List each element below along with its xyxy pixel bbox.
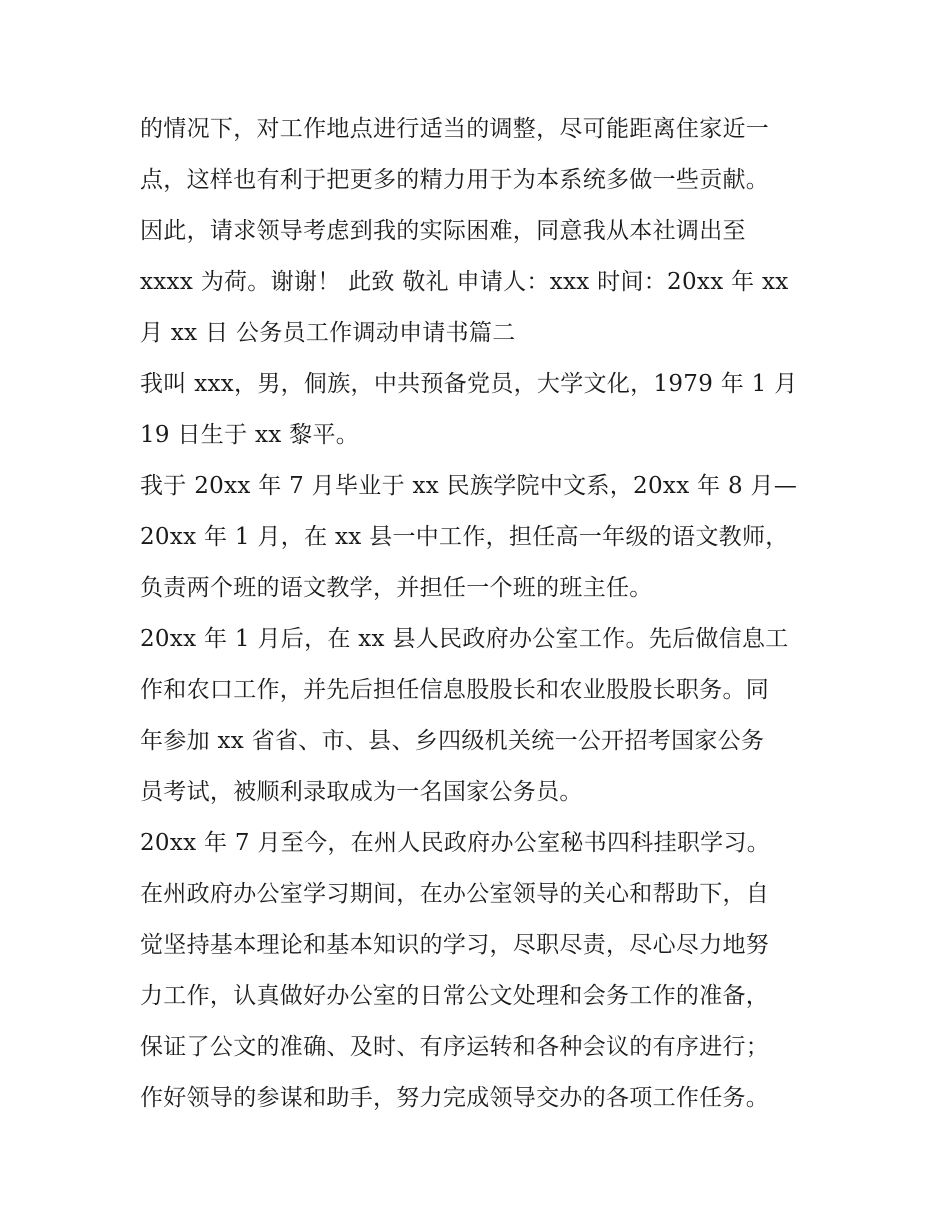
text-line: 的情况下，对工作地点进行适当的调整，尽可能距离住家近一 — [140, 116, 770, 142]
text-line: 我叫 xxx，男，侗族，中共预备党员，大学文化，1979 年 1 月 — [140, 371, 798, 397]
text-line: 月 xx 日 公务员工作调动申请书篇二 — [140, 320, 516, 346]
text-line: 保证了公文的准确、及时、有序运转和各种会议的有序进行； — [140, 1034, 770, 1060]
text-line: 20xx 年 1 月后，在 xx 县人民政府办公室工作。先后做信息工 — [140, 626, 789, 652]
text-line: 在州政府办公室学习期间，在办公室领导的关心和帮助下，自 — [140, 881, 770, 907]
document-body — [140, 104, 820, 1124]
text-line: xxxx 为荷。谢谢！ 此致 敬礼 申请人：xxx 时间：20xx 年 xx — [140, 269, 789, 295]
text-line: 我于 20xx 年 7 月毕业于 xx 民族学院中文系，20xx 年 8 月— — [140, 473, 798, 499]
text-line: 力工作，认真做好办公室的日常公文处理和会务工作的准备， — [140, 983, 770, 1009]
text-line: 作和农口工作，并先后担任信息股股长和农业股股长职务。同 — [140, 677, 770, 703]
text-line: 年参加 xx 省省、市、县、乡四级机关统一公开招考国家公务 — [140, 728, 765, 754]
text-line: 20xx 年 1 月，在 xx 县一中工作，担任高一年级的语文教师， — [140, 524, 789, 550]
text-line: 因此，请求领导考虑到我的实际困难，同意我从本社调出至 — [140, 218, 746, 244]
text-line: 负责两个班的语文教学，并担任一个班的班主任。 — [140, 575, 653, 601]
text-line: 作好领导的参谋和助手，努力完成领导交办的各项工作任务。 — [140, 1085, 770, 1111]
text-line: 点，这样也有利于把更多的精力用于为本系统多做一些贡献。 — [140, 167, 770, 193]
text-line: 员考试，被顺利录取成为一名国家公务员。 — [140, 779, 583, 805]
text-line: 觉坚持基本理论和基本知识的学习，尽职尽责，尽心尽力地努 — [140, 932, 770, 958]
text-line: 20xx 年 7 月至今，在州人民政府办公室秘书四科挂职学习。 — [140, 830, 771, 856]
text-line: 19 日生于 xx 黎平。 — [140, 422, 360, 448]
